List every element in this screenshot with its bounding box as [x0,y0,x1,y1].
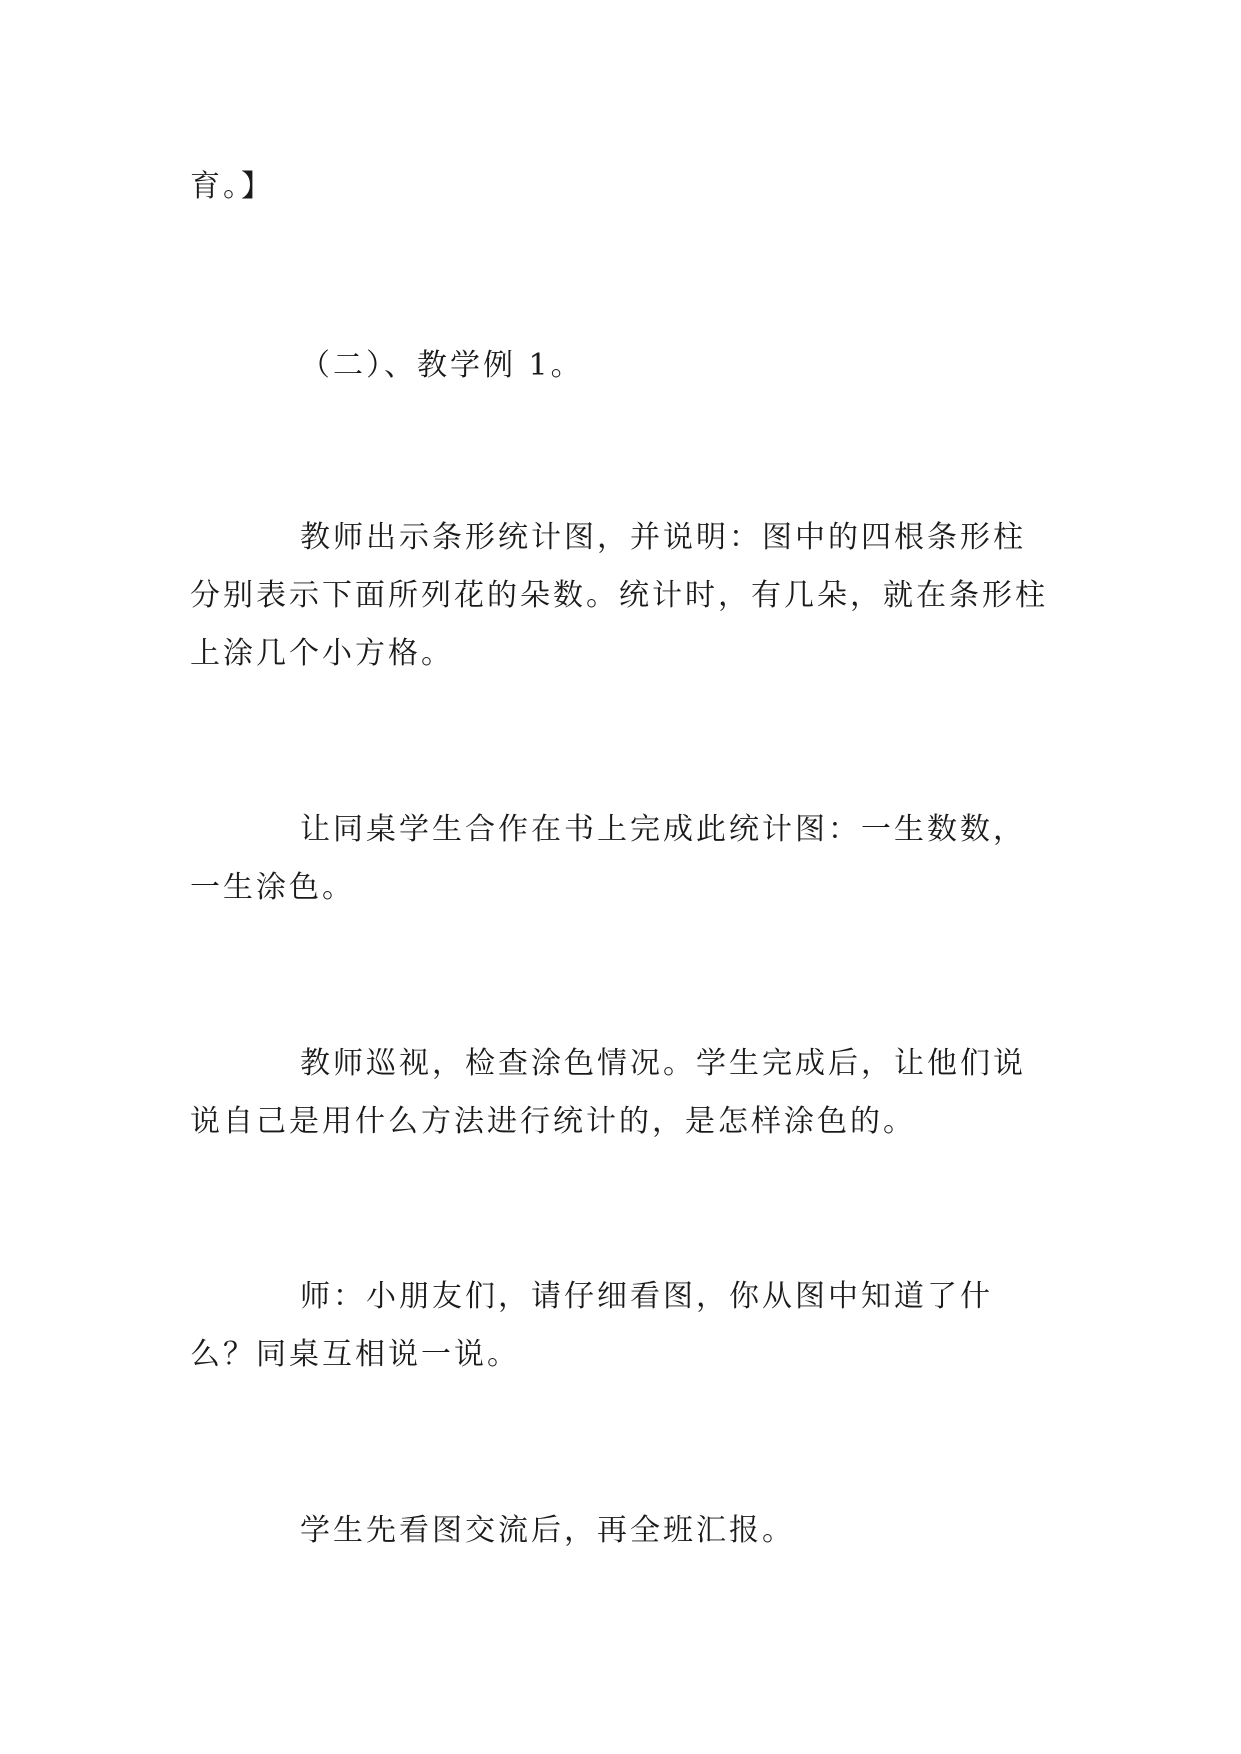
paragraph: 让同桌学生合作在书上完成此统计图：一生数数，一生涂色。 [190,812,1026,905]
paragraph: 学生先看图交流后，再全班汇报。 [300,1513,795,1548]
paragraph: 教师巡视，检查涂色情况。学生完成后，让他们说说自己是用什么方法进行统计的，是怎样涂色的。 [190,1046,1026,1139]
section-heading: （二）、教学例 1。 [300,348,584,383]
paragraph-continuation: 育。】 [190,169,274,204]
paragraph: 教师出示条形统计图，并说明：图中的四根条形柱分别表示下面所列花的朵数。统计时，有几朵，就在条形柱上涂几个小方格。 [190,520,1048,671]
paragraph: 师：小朋友们，请仔细看图，你从图中知道了什么？同桌互相说一说。 [190,1279,993,1372]
